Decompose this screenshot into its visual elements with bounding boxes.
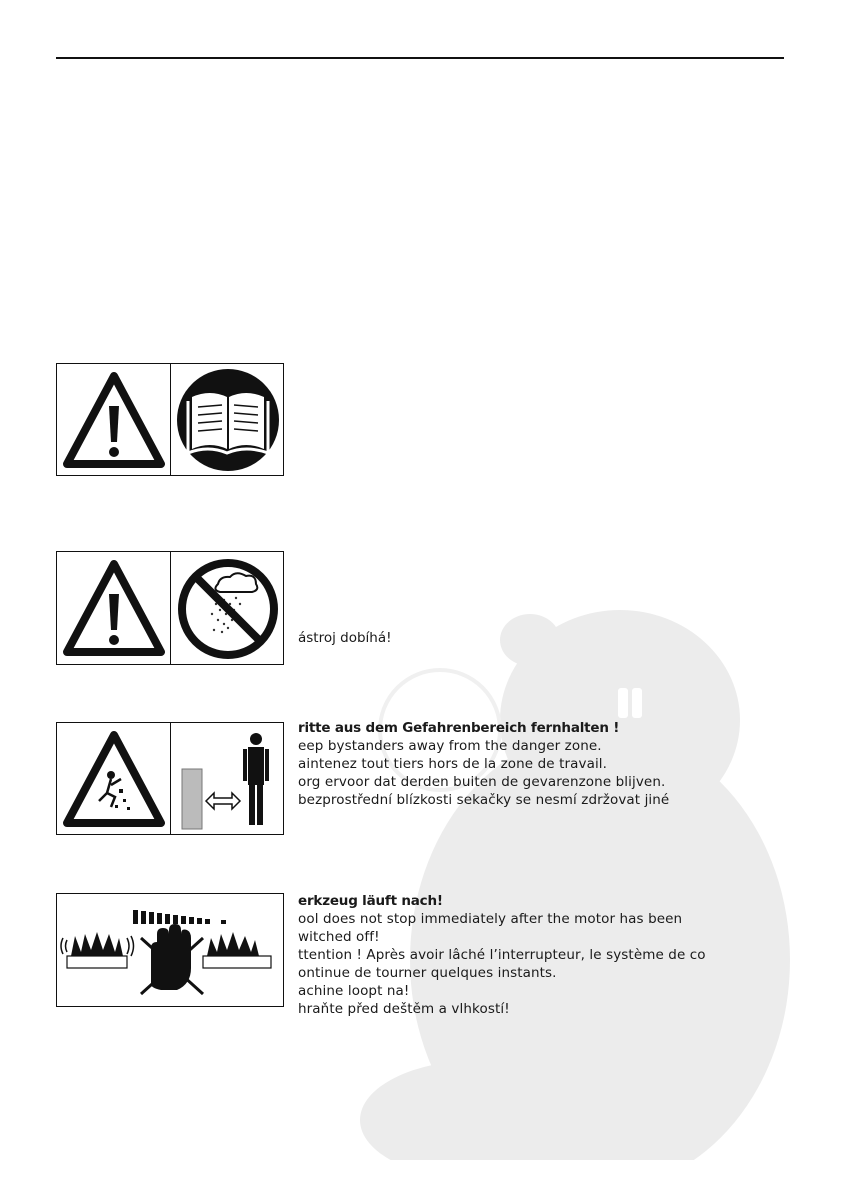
- rain-warning-text: ástroj dobíhá!: [298, 630, 392, 646]
- thrown-objects-icon: [61, 727, 167, 831]
- no-rain-icon: [174, 556, 282, 662]
- header-rule: [56, 57, 784, 59]
- read-manual-icon: [174, 367, 282, 473]
- rundown-line: achine loopt na!: [298, 983, 410, 999]
- bystanders-text-block: [298, 719, 669, 809]
- rundown-line: hraňte před deštěm a vlhkostí!: [298, 1001, 510, 1017]
- blade-rundown-icon: [57, 894, 283, 1006]
- safety-sign-keep-distance: [56, 722, 284, 835]
- bystanders-heading: ritte aus dem Gefahrenbereich fernhalten !: [298, 720, 620, 736]
- beaver-watermark-icon: [300, 600, 820, 1160]
- bystanders-line: aintenez tout tiers hors de la zone de travail.: [298, 756, 608, 772]
- rundown-line: witched off!: [298, 929, 380, 945]
- rundown-text-block: [298, 892, 706, 1018]
- bystanders-line: eep bystanders away from the danger zone.: [298, 738, 602, 754]
- warning-triangle-icon: [61, 368, 167, 472]
- keep-distance-icon: [174, 727, 282, 833]
- warning-triangle-icon: [61, 556, 167, 660]
- rundown-line: ttention ! Après avoir lâché l’interrupteur, le système de co: [298, 947, 706, 963]
- rundown-heading: erkzeug läuft nach!: [298, 893, 443, 909]
- safety-sign-blade-rundown: [56, 893, 284, 1007]
- safety-sign-no-rain: [56, 551, 284, 665]
- bystanders-line: bezprostřední blízkosti sekačky se nesmí zdržovat jiné: [298, 792, 670, 808]
- rundown-line: ool does not stop immediately after the motor has been: [298, 911, 683, 927]
- safety-sign-read-manual: [56, 363, 284, 476]
- bystanders-line: org ervoor dat derden buiten de gevarenzone blijven.: [298, 774, 666, 790]
- rundown-line: ontinue de tourner quelques instants.: [298, 965, 557, 981]
